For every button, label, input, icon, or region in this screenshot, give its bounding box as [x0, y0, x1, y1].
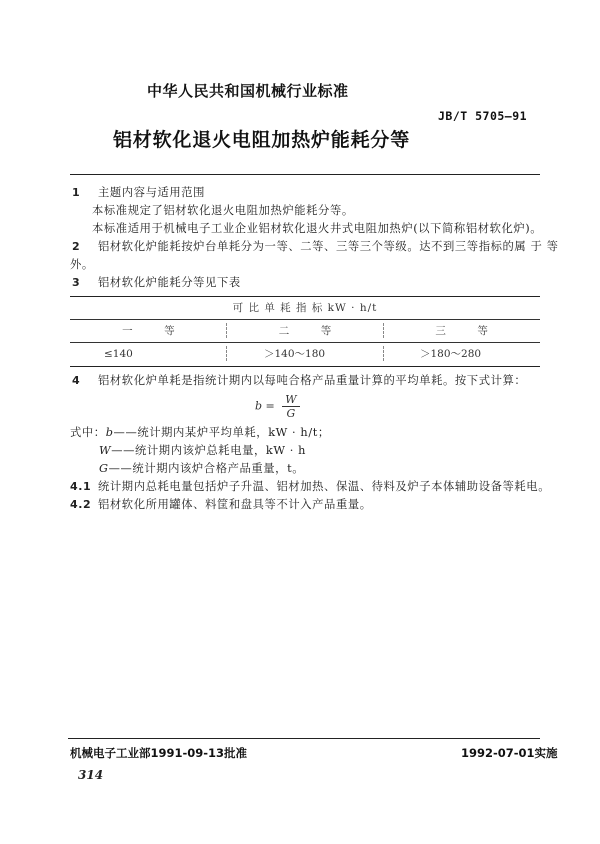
footer-divider [68, 738, 540, 739]
section-number: 3 [72, 276, 81, 289]
formula [255, 393, 300, 420]
section-4-2-text: 铝材软化所用罐体、料筐和盘具等不计入产品重量。 [98, 498, 372, 511]
section-number: 1 [72, 186, 81, 199]
header-divider [70, 174, 540, 175]
section-number: 4.2 [70, 498, 92, 511]
section-4-2 [70, 496, 372, 512]
section-number: 2 [72, 240, 81, 253]
table-caption-row [70, 296, 540, 319]
column-separator [226, 346, 227, 361]
section-number: 4 [72, 374, 81, 387]
header-grade-2: 二 等 [278, 325, 332, 337]
value-grade-3: ＞180～280 [420, 348, 482, 360]
table-value-row [70, 342, 540, 365]
section-1-para-2: 本标准适用于机械电子工业企业铝材软化退火井式电阻加热炉(以下简称铝材软化炉)。 [92, 222, 543, 235]
definition-w [99, 442, 306, 458]
column-separator [226, 323, 227, 338]
def-description: ——统计期内该炉总耗电量，kW · h [111, 444, 306, 457]
section-4-1-text: 统计期内总耗电量包括炉子升温、铝材加热、保温、待料及炉子本体辅助设备等耗电。 [98, 480, 551, 493]
section-number: 4.1 [70, 480, 92, 493]
section-3-text: 铝材软化炉能耗分等见下表 [98, 276, 241, 289]
formula-numerator: W [282, 393, 299, 407]
section-4 [72, 372, 526, 388]
def-description: ——统计期内该炉合格产品重量，t。 [108, 462, 305, 475]
section-1-para-1: 本标准规定了铝材软化退火电阻加热炉能耗分等。 [92, 204, 354, 217]
header-grade-1: 一 等 [122, 325, 175, 337]
table-bottom-rule [70, 366, 540, 367]
section-4-1 [70, 478, 550, 494]
approval-date: 机械电子工业部1991-09-13批准 [70, 746, 248, 760]
where-label: 式中： [70, 426, 106, 439]
energy-grade-table [70, 296, 540, 365]
def-symbol: G [99, 462, 109, 475]
table-caption: 可 比 单 耗 指 标 kW · h/t [232, 302, 378, 314]
section-4-text: 铝材软化炉单耗是指统计期内以每吨合格产品重量计算的平均单耗。按下式计算： [98, 374, 527, 387]
header-grade-3: 三 等 [435, 325, 488, 337]
formula-fraction [282, 393, 299, 420]
document-title: 铝材软化退火电阻加热炉能耗分等 [113, 129, 411, 151]
definition-b [70, 424, 330, 440]
def-description: ——统计期内某炉平均单耗，kW · h/t； [113, 426, 330, 439]
section-2-text: 铝材软化炉能耗按炉台单耗分为一等、二等、三等三个等级。达不到三等指标的属 于 等 [98, 240, 559, 253]
page-number: 314 [78, 768, 104, 782]
standard-number: JB/T 5705—91 [438, 109, 528, 123]
issuing-organization: 中华人民共和国机械行业标准 [147, 82, 349, 100]
def-symbol: W [99, 444, 112, 457]
effective-date: 1992-07-01实施 [461, 746, 558, 760]
column-separator [383, 346, 384, 361]
section-title: 主题内容与适用范围 [98, 186, 206, 199]
value-grade-1: ≤140 [104, 347, 133, 360]
formula-denominator: G [286, 407, 296, 420]
section-1-heading [72, 184, 205, 200]
formula-lhs: b = [255, 399, 275, 413]
section-2 [72, 238, 558, 254]
definition-g [99, 460, 304, 476]
table-header-row [70, 319, 540, 342]
section-2-continuation: 外。 [70, 258, 94, 271]
section-3 [72, 274, 241, 290]
column-separator [383, 323, 384, 338]
def-symbol: b [105, 426, 114, 439]
value-grade-2: ＞140～180 [264, 348, 326, 360]
